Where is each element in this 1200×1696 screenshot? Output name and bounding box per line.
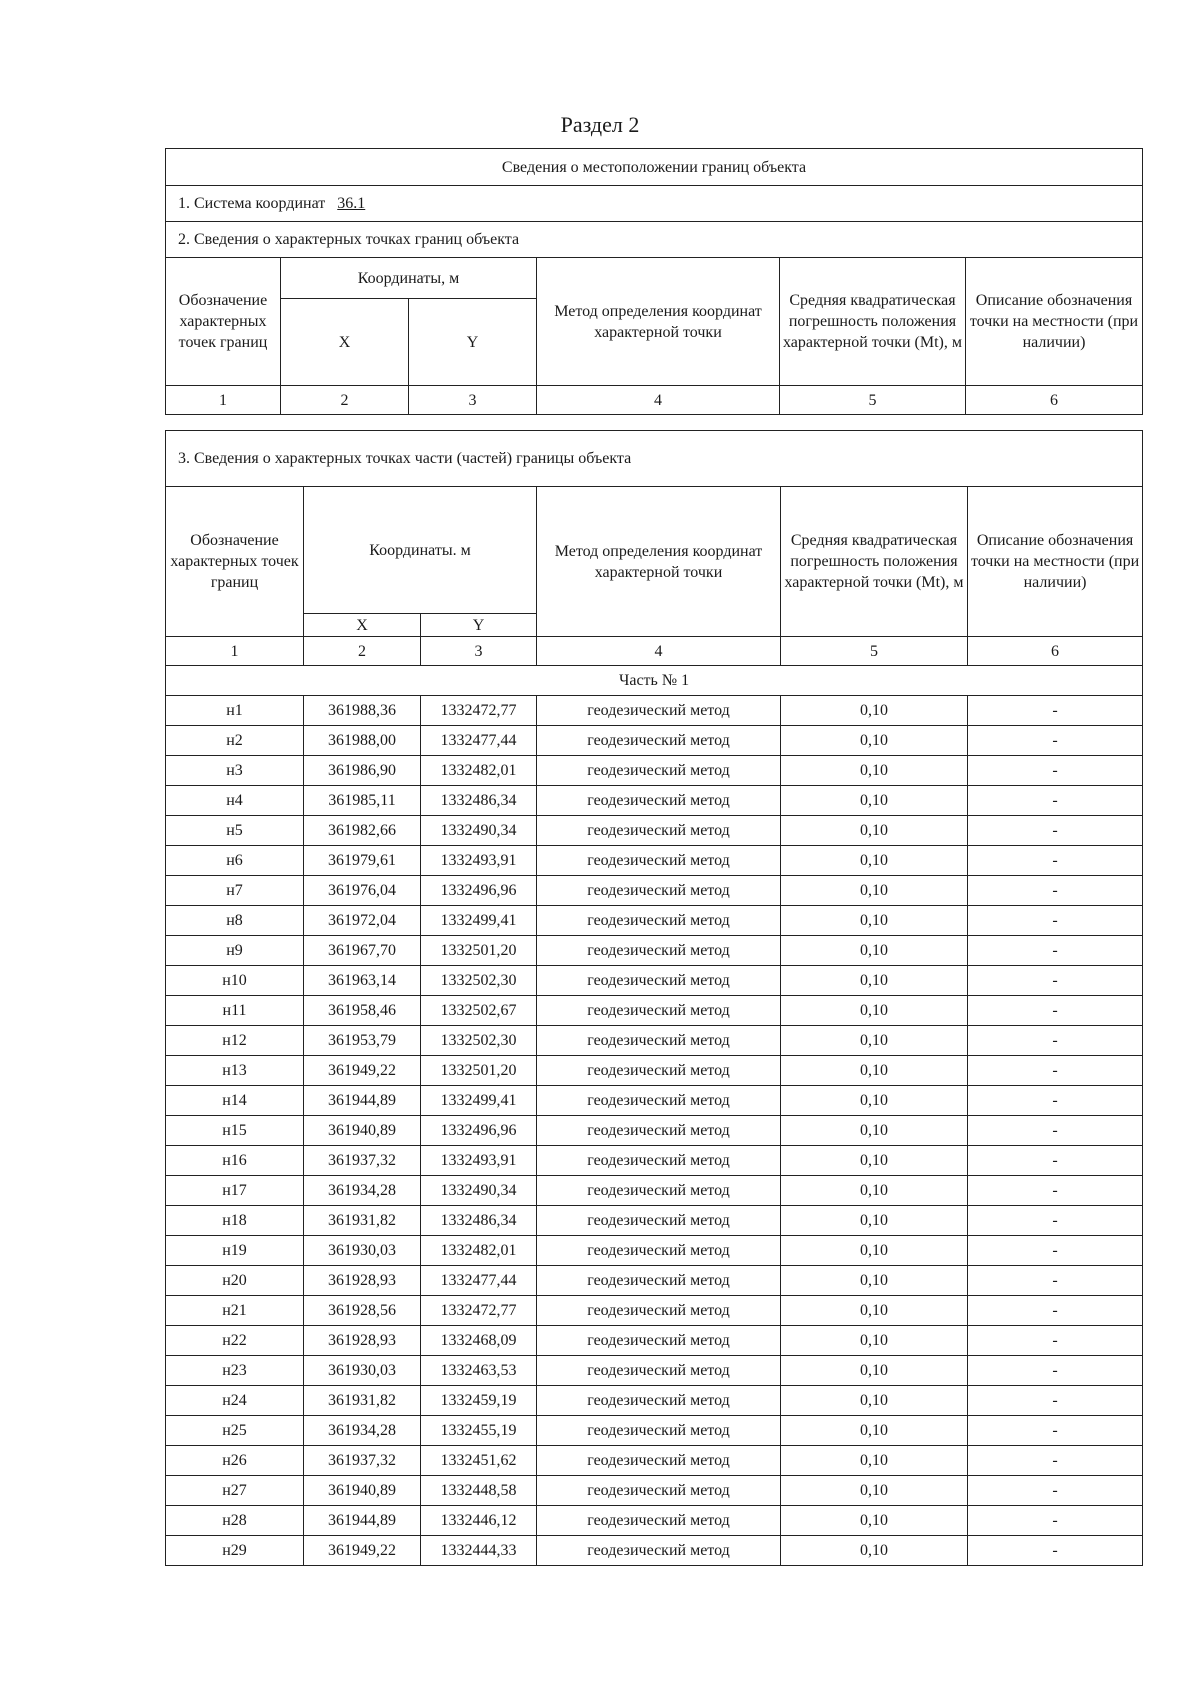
- coord-x: 361944,89: [304, 1086, 421, 1116]
- description: -: [968, 1326, 1143, 1356]
- accuracy: 0,10: [781, 1176, 968, 1206]
- coord-y: 1332501,20: [421, 936, 537, 966]
- point-name: н6: [166, 846, 304, 876]
- accuracy: 0,10: [781, 1206, 968, 1236]
- table-row: [166, 756, 1143, 786]
- table-row: [166, 696, 1143, 726]
- header-accuracy: Средняя квадратическая погрешность положения характерной точки (Mt), м: [781, 487, 968, 637]
- col-number: 1: [166, 637, 304, 666]
- coord-x: 361934,28: [304, 1176, 421, 1206]
- coord-y: 1332463,53: [421, 1356, 537, 1386]
- accuracy: 0,10: [781, 876, 968, 906]
- point-name: н25: [166, 1416, 304, 1446]
- description: -: [968, 1356, 1143, 1386]
- header-y: Y: [409, 299, 537, 386]
- col-number: 6: [966, 386, 1143, 415]
- col-number: 6: [968, 637, 1143, 666]
- coord-x: 361953,79: [304, 1026, 421, 1056]
- header-y: Y: [421, 614, 537, 637]
- point-name: н23: [166, 1356, 304, 1386]
- point-name: н13: [166, 1056, 304, 1086]
- accuracy: 0,10: [781, 1446, 968, 1476]
- method: геодезический метод: [537, 1356, 781, 1386]
- coord-y: 1332499,41: [421, 1086, 537, 1116]
- coord-x: 361986,90: [304, 756, 421, 786]
- coord-y: 1332451,62: [421, 1446, 537, 1476]
- method: геодезический метод: [537, 1476, 781, 1506]
- method: геодезический метод: [537, 1056, 781, 1086]
- coord-y: 1332490,34: [421, 816, 537, 846]
- method: геодезический метод: [537, 1176, 781, 1206]
- col-number: 5: [780, 386, 966, 415]
- method: геодезический метод: [537, 1386, 781, 1416]
- point-name: н16: [166, 1146, 304, 1176]
- method: геодезический метод: [537, 966, 781, 996]
- coord-system-value: 36.1: [337, 195, 366, 212]
- description: -: [968, 1236, 1143, 1266]
- col-number: 4: [537, 637, 781, 666]
- coord-x: 361949,22: [304, 1536, 421, 1566]
- header-method: Метод определения координат характерной точки: [537, 258, 780, 386]
- coord-y: 1332496,96: [421, 1116, 537, 1146]
- points-rows: [166, 696, 1143, 1566]
- coord-x: 361967,70: [304, 936, 421, 966]
- accuracy: 0,10: [781, 1056, 968, 1086]
- accuracy: 0,10: [781, 1116, 968, 1146]
- point-name: н5: [166, 816, 304, 846]
- coord-y: 1332448,58: [421, 1476, 537, 1506]
- coord-x: 361988,00: [304, 726, 421, 756]
- table-row: [166, 1056, 1143, 1086]
- accuracy: 0,10: [781, 1236, 968, 1266]
- method: геодезический метод: [537, 726, 781, 756]
- coord-y: 1332477,44: [421, 1266, 537, 1296]
- method: геодезический метод: [537, 1536, 781, 1566]
- table-row: [166, 966, 1143, 996]
- col-number: 2: [304, 637, 421, 666]
- part-label: Часть № 1: [166, 666, 1143, 696]
- coord-x: 361972,04: [304, 906, 421, 936]
- table-row: [166, 1446, 1143, 1476]
- coord-y: 1332468,09: [421, 1326, 537, 1356]
- table-row: [166, 1026, 1143, 1056]
- method: геодезический метод: [537, 996, 781, 1026]
- point-name: н14: [166, 1086, 304, 1116]
- description: -: [968, 1476, 1143, 1506]
- coord-x: 361931,82: [304, 1386, 421, 1416]
- description: -: [968, 1536, 1143, 1566]
- method: геодезический метод: [537, 1266, 781, 1296]
- coord-x: 361928,93: [304, 1266, 421, 1296]
- method: геодезический метод: [537, 1236, 781, 1266]
- part-section-label: 3. Сведения о характерных точках части (частей) границы объекта: [166, 431, 1143, 487]
- coord-x: 361937,32: [304, 1146, 421, 1176]
- table-row: [166, 1476, 1143, 1506]
- description: -: [968, 936, 1143, 966]
- description: -: [968, 1266, 1143, 1296]
- table-row: [166, 1086, 1143, 1116]
- coord-y: 1332502,67: [421, 996, 537, 1026]
- section-title: Раздел 2: [560, 112, 640, 137]
- accuracy: 0,10: [781, 816, 968, 846]
- accuracy: 0,10: [781, 1536, 968, 1566]
- accuracy: 0,10: [781, 996, 968, 1026]
- method: геодезический метод: [537, 846, 781, 876]
- accuracy: 0,10: [781, 1266, 968, 1296]
- header-coordinates: Координаты. м: [304, 487, 537, 614]
- coord-system-label: 1. Система координат: [178, 195, 326, 212]
- accuracy: 0,10: [781, 696, 968, 726]
- coord-y: 1332482,01: [421, 756, 537, 786]
- point-name: н26: [166, 1446, 304, 1476]
- accuracy: 0,10: [781, 1086, 968, 1116]
- method: геодезический метод: [537, 936, 781, 966]
- description: -: [968, 1296, 1143, 1326]
- coord-x: 361979,61: [304, 846, 421, 876]
- table-row: [166, 1296, 1143, 1326]
- table-row: [166, 1506, 1143, 1536]
- header-designation: Обозначение характерных точек границ: [166, 258, 281, 386]
- point-name: н3: [166, 756, 304, 786]
- description: -: [968, 726, 1143, 756]
- accuracy: 0,10: [781, 726, 968, 756]
- description: -: [968, 846, 1143, 876]
- header-accuracy: Средняя квадратическая погрешность положения характерной точки (Mt), м: [780, 258, 966, 386]
- col-number: 3: [421, 637, 537, 666]
- coord-y: 1332502,30: [421, 1026, 537, 1056]
- header-description: Описание обозначения точки на местности (при наличии): [968, 487, 1143, 637]
- point-name: н15: [166, 1116, 304, 1146]
- point-name: н10: [166, 966, 304, 996]
- header-x: X: [281, 299, 409, 386]
- method: геодезический метод: [537, 816, 781, 846]
- boundary-info-table: [165, 148, 1143, 415]
- point-name: н7: [166, 876, 304, 906]
- description: -: [968, 966, 1143, 996]
- table-row: [166, 1146, 1143, 1176]
- description: -: [968, 696, 1143, 726]
- header-description: Описание обозначения точки на местности (при наличии): [966, 258, 1143, 386]
- point-name: н2: [166, 726, 304, 756]
- table-row: [166, 846, 1143, 876]
- method: геодезический метод: [537, 1146, 781, 1176]
- coord-x: 361963,14: [304, 966, 421, 996]
- coord-y: 1332446,12: [421, 1506, 537, 1536]
- table-row: [166, 726, 1143, 756]
- header-method: Метод определения координат характерной точки: [537, 487, 781, 637]
- description: -: [968, 996, 1143, 1026]
- coord-x: 361949,22: [304, 1056, 421, 1086]
- description: -: [968, 1146, 1143, 1176]
- coord-y: 1332502,30: [421, 966, 537, 996]
- accuracy: 0,10: [781, 1296, 968, 1326]
- point-name: н22: [166, 1326, 304, 1356]
- table-row: [166, 1356, 1143, 1386]
- point-name: н11: [166, 996, 304, 1026]
- points-section-label: 2. Сведения о характерных точках границ объекта: [166, 222, 1143, 258]
- coord-y: 1332486,34: [421, 1206, 537, 1236]
- table-row: [166, 1206, 1143, 1236]
- method: геодезический метод: [537, 1506, 781, 1536]
- point-name: н8: [166, 906, 304, 936]
- method: геодезический метод: [537, 1026, 781, 1056]
- point-name: н24: [166, 1386, 304, 1416]
- description: -: [968, 1056, 1143, 1086]
- description: -: [968, 1386, 1143, 1416]
- coord-y: 1332493,91: [421, 846, 537, 876]
- point-name: н4: [166, 786, 304, 816]
- coord-x: 361930,03: [304, 1356, 421, 1386]
- accuracy: 0,10: [781, 846, 968, 876]
- table-row: [166, 1326, 1143, 1356]
- method: геодезический метод: [537, 1206, 781, 1236]
- description: -: [968, 906, 1143, 936]
- col-number: 4: [537, 386, 780, 415]
- accuracy: 0,10: [781, 966, 968, 996]
- header-x: X: [304, 614, 421, 637]
- point-name: н27: [166, 1476, 304, 1506]
- accuracy: 0,10: [781, 756, 968, 786]
- coord-x: 361944,89: [304, 1506, 421, 1536]
- coord-x: 361937,32: [304, 1446, 421, 1476]
- point-name: н1: [166, 696, 304, 726]
- col-number: 3: [409, 386, 537, 415]
- accuracy: 0,10: [781, 1146, 968, 1176]
- description: -: [968, 1206, 1143, 1236]
- coord-x: 361931,82: [304, 1206, 421, 1236]
- coord-y: 1332499,41: [421, 906, 537, 936]
- accuracy: 0,10: [781, 1476, 968, 1506]
- point-name: н20: [166, 1266, 304, 1296]
- description: -: [968, 1506, 1143, 1536]
- description: -: [968, 816, 1143, 846]
- point-name: н29: [166, 1536, 304, 1566]
- accuracy: 0,10: [781, 906, 968, 936]
- table-row: [166, 1116, 1143, 1146]
- description: -: [968, 756, 1143, 786]
- coord-y: 1332477,44: [421, 726, 537, 756]
- coord-x: 361985,11: [304, 786, 421, 816]
- description: -: [968, 1176, 1143, 1206]
- description: -: [968, 1086, 1143, 1116]
- table-row: [166, 876, 1143, 906]
- point-name: н12: [166, 1026, 304, 1056]
- accuracy: 0,10: [781, 1326, 968, 1356]
- coord-x: 361940,89: [304, 1476, 421, 1506]
- coord-system-row: [166, 186, 1143, 222]
- table-row: [166, 1416, 1143, 1446]
- table-row: [166, 1266, 1143, 1296]
- table-row: [166, 816, 1143, 846]
- accuracy: 0,10: [781, 1026, 968, 1056]
- coord-x: 361976,04: [304, 876, 421, 906]
- table-row: [166, 1536, 1143, 1566]
- coord-y: 1332493,91: [421, 1146, 537, 1176]
- point-name: н21: [166, 1296, 304, 1326]
- point-name: н28: [166, 1506, 304, 1536]
- coord-x: 361982,66: [304, 816, 421, 846]
- table-row: [166, 1386, 1143, 1416]
- accuracy: 0,10: [781, 786, 968, 816]
- accuracy: 0,10: [781, 1416, 968, 1446]
- method: геодезический метод: [537, 876, 781, 906]
- accuracy: 0,10: [781, 1506, 968, 1536]
- coord-x: 361928,93: [304, 1326, 421, 1356]
- part-points-table: [165, 430, 1143, 1566]
- point-name: н18: [166, 1206, 304, 1236]
- accuracy: 0,10: [781, 1356, 968, 1386]
- table-row: [166, 1236, 1143, 1266]
- coord-x: 361988,36: [304, 696, 421, 726]
- coord-x: 361958,46: [304, 996, 421, 1026]
- description: -: [968, 1026, 1143, 1056]
- description: -: [968, 1416, 1143, 1446]
- method: геодезический метод: [537, 1116, 781, 1146]
- point-name: н19: [166, 1236, 304, 1266]
- coord-y: 1332486,34: [421, 786, 537, 816]
- coord-y: 1332482,01: [421, 1236, 537, 1266]
- description: -: [968, 786, 1143, 816]
- description: -: [968, 876, 1143, 906]
- coord-y: 1332455,19: [421, 1416, 537, 1446]
- method: геодезический метод: [537, 1446, 781, 1476]
- description: -: [968, 1446, 1143, 1476]
- method: геодезический метод: [537, 1296, 781, 1326]
- method: геодезический метод: [537, 786, 781, 816]
- coord-y: 1332490,34: [421, 1176, 537, 1206]
- header-coordinates: Координаты, м: [281, 258, 537, 299]
- coord-y: 1332496,96: [421, 876, 537, 906]
- table-row: [166, 996, 1143, 1026]
- accuracy: 0,10: [781, 936, 968, 966]
- method: геодезический метод: [537, 696, 781, 726]
- table1-title: Сведения о местоположении границ объекта: [166, 149, 1143, 186]
- description: -: [968, 1116, 1143, 1146]
- col-number: 5: [781, 637, 968, 666]
- table-row: [166, 1176, 1143, 1206]
- method: геодезический метод: [537, 1416, 781, 1446]
- coord-x: 361934,28: [304, 1416, 421, 1446]
- coord-y: 1332459,19: [421, 1386, 537, 1416]
- table-row: [166, 936, 1143, 966]
- method: геодезический метод: [537, 756, 781, 786]
- coord-y: 1332444,33: [421, 1536, 537, 1566]
- method: геодезический метод: [537, 906, 781, 936]
- coord-x: 361940,89: [304, 1116, 421, 1146]
- coord-y: 1332501,20: [421, 1056, 537, 1086]
- method: геодезический метод: [537, 1086, 781, 1116]
- method: геодезический метод: [537, 1326, 781, 1356]
- coord-x: 361928,56: [304, 1296, 421, 1326]
- coord-y: 1332472,77: [421, 696, 537, 726]
- coord-x: 361930,03: [304, 1236, 421, 1266]
- col-number: 2: [281, 386, 409, 415]
- point-name: н17: [166, 1176, 304, 1206]
- header-designation: Обозначение характерных точек границ: [166, 487, 304, 637]
- accuracy: 0,10: [781, 1386, 968, 1416]
- coord-y: 1332472,77: [421, 1296, 537, 1326]
- table-row: [166, 906, 1143, 936]
- point-name: н9: [166, 936, 304, 966]
- col-number: 1: [166, 386, 281, 415]
- table-row: [166, 786, 1143, 816]
